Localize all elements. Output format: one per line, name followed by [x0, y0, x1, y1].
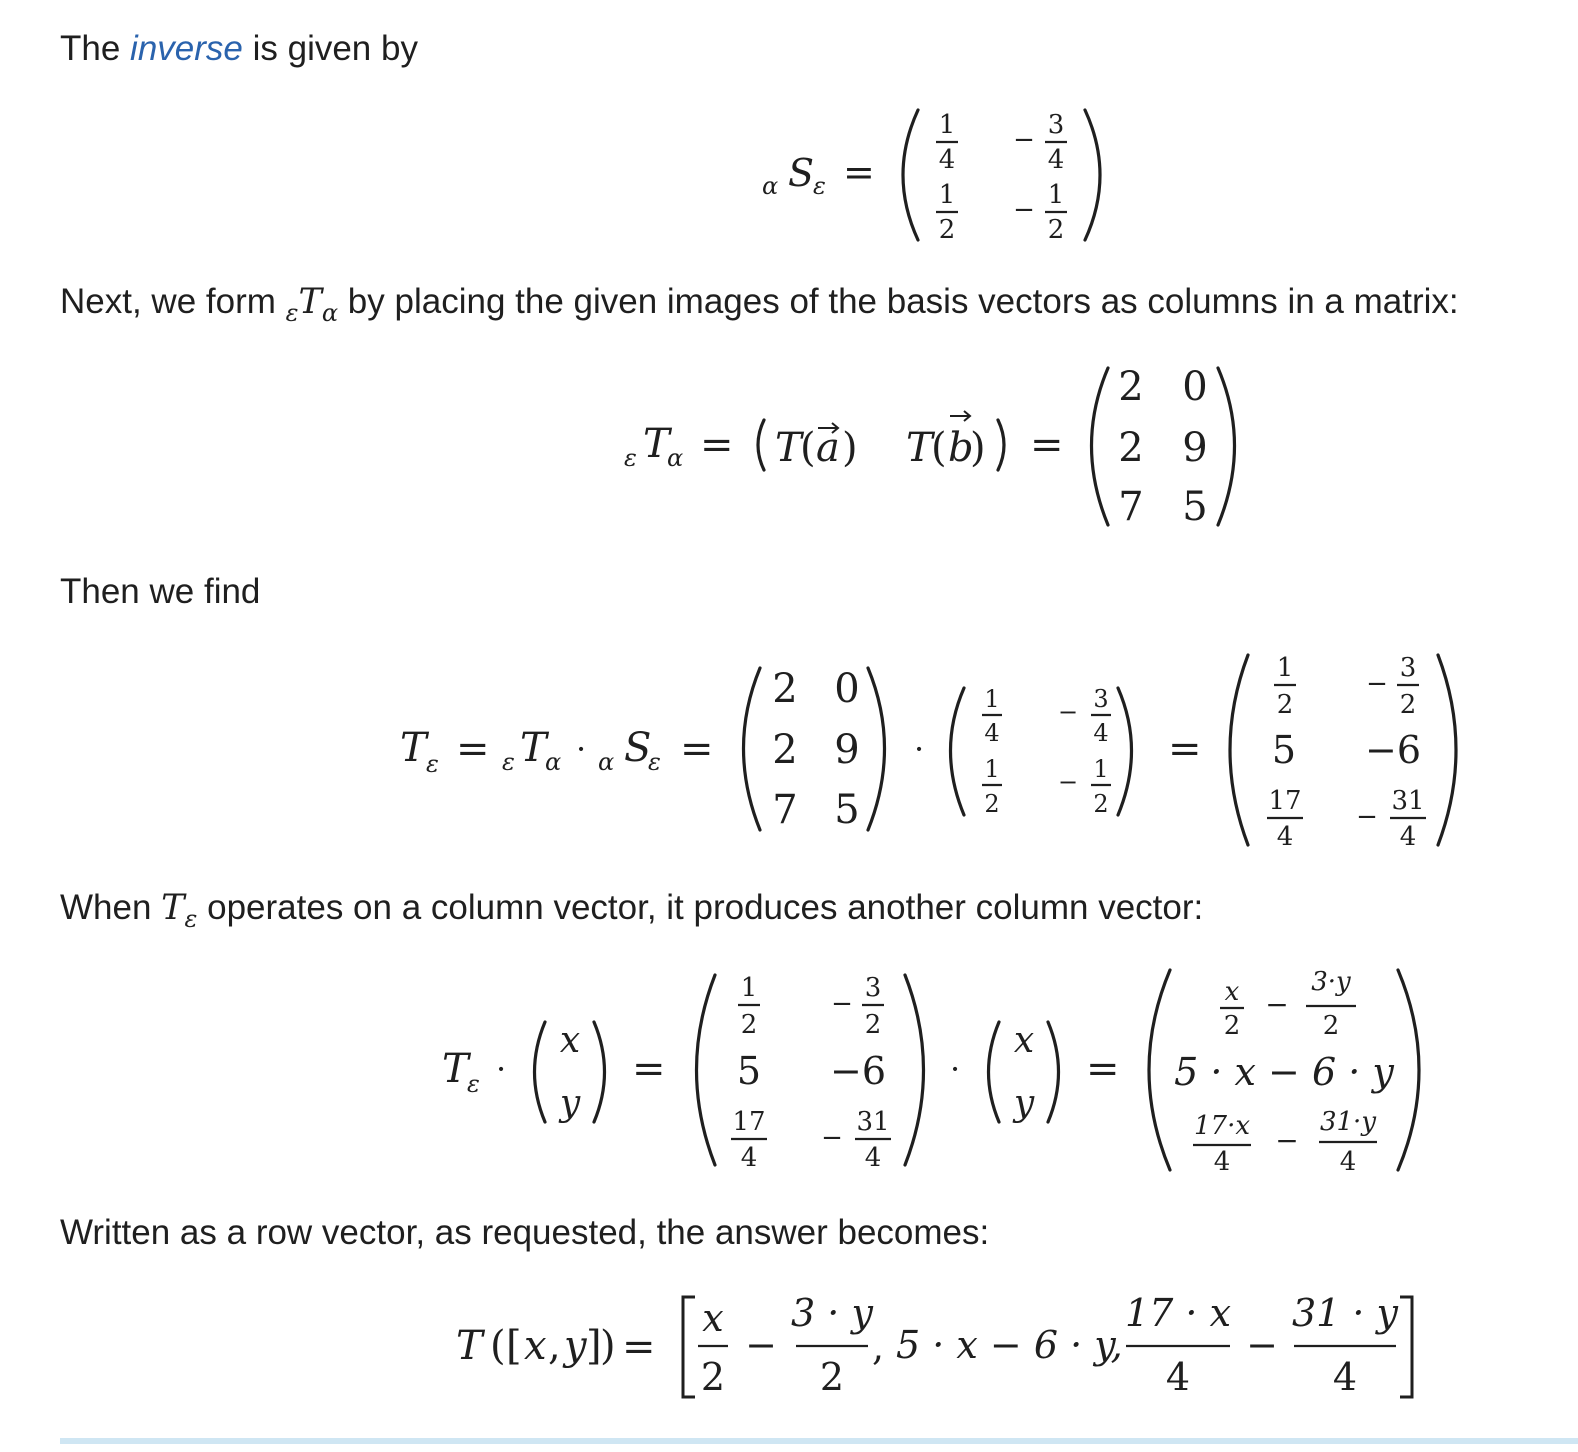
inverse-lhs-presub: α — [762, 172, 779, 200]
col2-arg: b — [948, 425, 974, 471]
matrix-cell-sign: − — [831, 989, 853, 1019]
apply-matrix-right-paren — [905, 975, 924, 1165]
col2-close-paren: ) — [970, 425, 986, 471]
answer-lhs-open: ( — [490, 1323, 506, 1369]
answer-comma: , — [872, 1325, 885, 1369]
row-vector-right-paren — [998, 420, 1004, 470]
matrix-cell-denominator: 2 — [938, 215, 956, 245]
answer-numerator: 3 · y — [791, 1291, 873, 1335]
answer-denominator: 4 — [1165, 1355, 1191, 1399]
matrix-cell-sign: − — [1057, 698, 1079, 726]
matrix-cell-numerator: 17 — [1268, 786, 1302, 816]
form-equation — [624, 364, 1235, 530]
find-product-sub: α — [545, 748, 562, 776]
apply-dot-2: · — [950, 1050, 961, 1088]
matrix-cell-numerator: 31 — [856, 1107, 890, 1137]
form-lhs-presub: ε — [624, 444, 637, 472]
matrix-cell: 9 — [834, 727, 860, 773]
result-expression: 5 · x − 6 · y — [1174, 1050, 1394, 1094]
find-product-base: S — [624, 725, 652, 771]
next-text-before: Next, we form — [60, 282, 286, 321]
form-matrix-left-paren — [1092, 368, 1109, 525]
answer-lhs-close: ) — [600, 1323, 616, 1369]
matrix-cell: 9 — [1182, 425, 1208, 471]
result-numerator: 31·y — [1319, 1107, 1377, 1137]
col2-func: T — [906, 425, 933, 471]
apply-result-left-paren — [1149, 970, 1170, 1170]
apply-lhs-sub: ε — [467, 1070, 480, 1098]
result-operator: − — [1265, 988, 1289, 1021]
find-lhs-sub: ε — [426, 750, 439, 778]
matrix-cell-denominator: 4 — [938, 145, 956, 175]
answer-lhs-func: T — [456, 1323, 483, 1369]
apply-lhs-base: T — [442, 1046, 469, 1092]
matrix-cell-denominator: 4 — [740, 1143, 758, 1173]
answer-denominator: 2 — [819, 1355, 845, 1399]
apply-result-right-paren — [1398, 970, 1419, 1170]
matrix-cell-denominator: 4 — [1276, 822, 1294, 852]
symbol-epsilon-t-alpha: $_\varepsilon T_\alpha$ — [285, 282, 339, 327]
vector-right-paren — [1048, 1022, 1059, 1122]
find-equals-1: = — [456, 726, 490, 772]
answer-numerator: 17 · x — [1124, 1291, 1232, 1335]
when-text-after: operates on a column vector, it produces another column vector: — [197, 888, 1204, 927]
answer-numerator: 31 · y — [1291, 1291, 1399, 1335]
matrix-cell-numerator: 3 — [1047, 110, 1065, 140]
form-equals-1: = — [700, 422, 734, 468]
vector-right-paren — [594, 1022, 605, 1122]
matrix-cell: 2 — [772, 666, 798, 712]
matrix-cell-denominator: 4 — [1047, 145, 1065, 175]
next-text-after: by placing the given images of the basis vectors as columns in a matrix: — [338, 282, 1459, 321]
inverse-lhs-base: S — [788, 151, 815, 195]
inverse-equals: = — [843, 150, 875, 194]
answer-middle-expression: 5 · x − 6 · y, — [896, 1323, 1123, 1367]
matrix-cell-sign: − — [1366, 669, 1388, 699]
answer-equation — [456, 1291, 1412, 1399]
find-left-matrix-right-paren — [868, 668, 885, 830]
matrix-cell-denominator: 2 — [740, 1010, 758, 1040]
find-equation — [400, 653, 1456, 852]
answer-lhs-open-bracket: [ — [506, 1323, 522, 1369]
col1-open-paren: ( — [800, 425, 816, 471]
matrix-cell-numerator: 1 — [984, 685, 1000, 713]
answer-denominator: 2 — [700, 1355, 726, 1399]
matrix-cell-denominator: 4 — [864, 1143, 882, 1173]
matrix-cell-numerator: 1 — [1093, 755, 1109, 783]
matrix-cell-denominator: 2 — [1047, 215, 1065, 245]
result-numerator: 17·x — [1193, 1111, 1251, 1141]
vector-cell: y — [1013, 1083, 1035, 1124]
result-numerator: x — [1224, 977, 1240, 1007]
matrix-cell-numerator: 17 — [732, 1107, 766, 1137]
answer-denominator: 4 — [1332, 1355, 1358, 1399]
matrix-cell-sign: − — [821, 1123, 843, 1153]
answer-lhs-arg: y — [564, 1323, 587, 1369]
row-vector-left-paren — [758, 420, 764, 470]
vector-cell: y — [559, 1083, 581, 1124]
apply-dot-1: · — [496, 1050, 507, 1088]
col2-vector-arrow — [950, 411, 970, 421]
result-denominator: 2 — [1223, 1011, 1241, 1041]
find-right-matrix-right-paren — [1118, 688, 1132, 815]
matrix-cell-numerator: 1 — [938, 110, 956, 140]
matrix-cell: 0 — [834, 666, 860, 712]
matrix-cell-denominator: 4 — [1093, 719, 1109, 747]
vector-left-paren — [535, 1022, 546, 1122]
find-dot-1: · — [576, 730, 587, 768]
footer-divider — [60, 1438, 1578, 1444]
col2-open-paren: ( — [931, 425, 947, 471]
matrix-cell-numerator: 1 — [984, 755, 1000, 783]
apply-matrix-left-paren — [697, 975, 716, 1165]
row-vector-entry — [0, 0, 1, 1]
intro-text-before: The — [60, 29, 131, 68]
matrix-cell-denominator: 4 — [984, 719, 1000, 747]
then-paragraph: Then we find — [60, 572, 261, 611]
form-lhs-sub: α — [667, 444, 684, 472]
matrix-cell-numerator: 1 — [938, 180, 956, 210]
answer-numerator: x — [702, 1296, 724, 1340]
find-product-presub: ε — [502, 748, 515, 776]
find-lhs-base: T — [400, 725, 427, 771]
matrix-cell-sign: − — [1356, 802, 1378, 832]
matrix-cell: 0 — [1182, 364, 1208, 410]
matrix-cell-denominator: 2 — [984, 790, 1000, 818]
answer-operator: − — [1246, 1323, 1278, 1367]
apply-equation — [442, 967, 1419, 1177]
col1-func: T — [775, 425, 802, 471]
matrix-cell-denominator: 2 — [1399, 690, 1417, 720]
matrix-cell: 2 — [1118, 425, 1144, 471]
col1-arg: a — [816, 425, 840, 471]
matrix-cell-numerator: 3 — [1093, 685, 1109, 713]
matrix-cell-sign: − — [1057, 768, 1079, 796]
inverse-matrix-left-paren — [903, 110, 918, 240]
inverse-equation — [762, 110, 1100, 245]
inverse-matrix-right-paren — [1085, 110, 1100, 240]
vector-left-paren — [989, 1022, 1000, 1122]
answer-operator: − — [745, 1323, 777, 1367]
matrix-cell: 2 — [772, 727, 798, 773]
matrix-cell-numerator: 3 — [864, 973, 882, 1003]
form-lhs-base: T — [643, 421, 670, 467]
answer-lhs-close-bracket: ] — [586, 1323, 602, 1369]
result-denominator: 4 — [1213, 1147, 1231, 1177]
matrix-cell: 5 — [1182, 484, 1208, 530]
matrix-cell: −6 — [1364, 728, 1422, 772]
find-result-right-paren — [1438, 655, 1456, 845]
find-product-sub: ε — [648, 748, 661, 776]
matrix-cell-sign: − — [1013, 125, 1035, 155]
symbol-t-epsilon: $T_\varepsilon$ — [161, 888, 198, 933]
form-equals-2: = — [1030, 422, 1064, 468]
apply-equals-2: = — [1086, 1046, 1120, 1092]
apply-equals-1: = — [632, 1046, 666, 1092]
form-matrix-right-paren — [1218, 368, 1235, 525]
inverse-link[interactable]: inverse — [130, 29, 243, 68]
find-left-matrix-left-paren — [744, 668, 761, 830]
matrix-cell-numerator: 1 — [740, 973, 758, 1003]
matrix-cell-numerator: 3 — [1399, 653, 1417, 683]
matrix-cell: 5 — [736, 1049, 762, 1093]
result-operator: − — [1275, 1124, 1299, 1157]
col1-close-paren: ) — [842, 425, 858, 471]
matrix-cell: 7 — [1118, 484, 1144, 530]
matrix-cell: 5 — [834, 787, 860, 833]
matrix-cell-numerator: 31 — [1391, 786, 1425, 816]
matrix-cell-denominator: 2 — [864, 1010, 882, 1040]
answer-right-bracket — [1400, 1297, 1412, 1397]
result-denominator: 2 — [1322, 1011, 1340, 1041]
intro-text-after: is given by — [242, 29, 418, 68]
result-numerator: 3·y — [1311, 967, 1351, 997]
matrix-cell-denominator: 4 — [1399, 822, 1417, 852]
matrix-cell-numerator: 1 — [1047, 180, 1065, 210]
matrix-cell-denominator: 2 — [1093, 790, 1109, 818]
when-text-before: When — [60, 888, 162, 927]
result-denominator: 4 — [1339, 1147, 1357, 1177]
answer-lhs-comma: , — [548, 1323, 561, 1369]
matrix-cell: 2 — [1118, 364, 1144, 410]
matrix-cell-numerator: 1 — [1276, 653, 1294, 683]
find-equals-3: = — [1168, 726, 1202, 772]
answer-lhs-arg: x — [524, 1323, 547, 1369]
matrix-cell-sign: − — [1013, 195, 1035, 225]
find-product-presub: α — [598, 748, 615, 776]
find-dot-2: · — [914, 730, 925, 768]
vector-cell: x — [1013, 1020, 1035, 1061]
matrix-cell-denominator: 2 — [1276, 690, 1294, 720]
find-product-base: T — [520, 725, 547, 771]
matrix-cell: 7 — [772, 787, 798, 833]
written-paragraph: Written as a row vector, as requested, the answer becomes: — [60, 1213, 990, 1252]
inverse-lhs-sub: ε — [813, 172, 826, 200]
find-result-left-paren — [1230, 655, 1248, 845]
matrix-cell: 5 — [1271, 728, 1297, 772]
find-equals-2: = — [680, 726, 714, 772]
answer-equals: = — [622, 1324, 656, 1370]
find-right-matrix-left-paren — [951, 688, 965, 815]
answer-left-bracket — [683, 1297, 695, 1397]
vector-cell: x — [559, 1020, 581, 1061]
matrix-cell: −6 — [829, 1049, 887, 1093]
